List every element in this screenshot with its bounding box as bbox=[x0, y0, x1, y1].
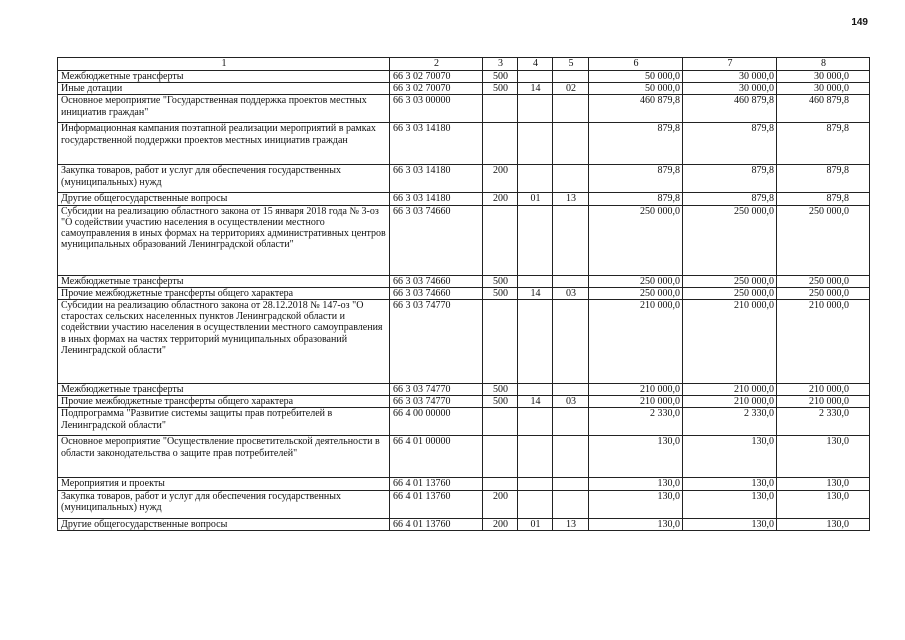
expense-type-cell bbox=[483, 408, 518, 436]
amount-col8-cell: 250 000,0 bbox=[777, 205, 870, 275]
subsection-cell bbox=[553, 436, 589, 478]
subsection-cell bbox=[553, 205, 589, 275]
table-row bbox=[58, 478, 870, 490]
target-code-cell: 66 3 03 74660 bbox=[390, 275, 483, 287]
target-code-cell: 66 3 03 74770 bbox=[390, 300, 483, 384]
header-row bbox=[58, 58, 870, 71]
amount-col6-cell: 210 000,0 bbox=[589, 384, 683, 396]
section-cell bbox=[518, 275, 553, 287]
subsection-cell bbox=[553, 275, 589, 287]
amount-col6-cell: 460 879,8 bbox=[589, 95, 683, 123]
row-name-cell: Мероприятия и проекты bbox=[58, 478, 390, 490]
target-code-cell: 66 4 01 13760 bbox=[390, 518, 483, 530]
section-cell bbox=[518, 123, 553, 165]
header-cell: 2 bbox=[390, 58, 483, 71]
target-code-cell: 66 3 02 70070 bbox=[390, 83, 483, 95]
target-code-cell: 66 4 00 00000 bbox=[390, 408, 483, 436]
expense-type-cell bbox=[483, 478, 518, 490]
section-cell: 01 bbox=[518, 193, 553, 205]
target-code-cell: 66 3 03 14180 bbox=[390, 193, 483, 205]
expense-type-cell: 200 bbox=[483, 193, 518, 205]
target-code-cell: 66 3 03 74660 bbox=[390, 287, 483, 299]
amount-col7-cell: 879,8 bbox=[683, 165, 777, 193]
row-name-cell: Иные дотации bbox=[58, 83, 390, 95]
amount-col6-cell: 250 000,0 bbox=[589, 287, 683, 299]
amount-col7-cell: 879,8 bbox=[683, 193, 777, 205]
table-row bbox=[58, 205, 870, 275]
section-cell: 14 bbox=[518, 396, 553, 408]
table-row bbox=[58, 408, 870, 436]
target-code-cell: 66 4 01 13760 bbox=[390, 490, 483, 518]
amount-col8-cell: 2 330,0 bbox=[777, 408, 870, 436]
expense-type-cell: 500 bbox=[483, 71, 518, 83]
expense-type-cell: 500 bbox=[483, 275, 518, 287]
section-cell bbox=[518, 436, 553, 478]
row-name-cell: Информационная кампания поэтапной реализации мероприятий в рамках государственной поддержки проектов местных инициатив граждан bbox=[58, 123, 390, 165]
table-row bbox=[58, 165, 870, 193]
amount-col8-cell: 879,8 bbox=[777, 123, 870, 165]
header-cell: 3 bbox=[483, 58, 518, 71]
row-name-cell: Закупка товаров, работ и услуг для обеспечения государственных (муниципальных) нужд bbox=[58, 490, 390, 518]
subsection-cell: 13 bbox=[553, 193, 589, 205]
subsection-cell: 03 bbox=[553, 396, 589, 408]
target-code-cell: 66 3 03 00000 bbox=[390, 95, 483, 123]
amount-col8-cell: 210 000,0 bbox=[777, 300, 870, 384]
table-row bbox=[58, 95, 870, 123]
target-code-cell: 66 4 01 00000 bbox=[390, 436, 483, 478]
expense-type-cell: 200 bbox=[483, 518, 518, 530]
amount-col7-cell: 130,0 bbox=[683, 478, 777, 490]
amount-col8-cell: 879,8 bbox=[777, 165, 870, 193]
header-cell: 7 bbox=[683, 58, 777, 71]
section-cell bbox=[518, 205, 553, 275]
expense-type-cell bbox=[483, 123, 518, 165]
table-row bbox=[58, 396, 870, 408]
row-name-cell: Межбюджетные трансферты bbox=[58, 275, 390, 287]
amount-col8-cell: 210 000,0 bbox=[777, 396, 870, 408]
subsection-cell bbox=[553, 300, 589, 384]
row-name-cell: Другие общегосударственные вопросы bbox=[58, 518, 390, 530]
expense-type-cell: 500 bbox=[483, 83, 518, 95]
amount-col8-cell: 130,0 bbox=[777, 518, 870, 530]
expense-type-cell: 500 bbox=[483, 396, 518, 408]
amount-col7-cell: 210 000,0 bbox=[683, 384, 777, 396]
row-name-cell: Основное мероприятие "Осуществление просветительской деятельности в области законодательства о защите прав потребителей" bbox=[58, 436, 390, 478]
section-cell bbox=[518, 384, 553, 396]
page-number: 149 bbox=[851, 17, 868, 28]
amount-col6-cell: 50 000,0 bbox=[589, 83, 683, 95]
target-code-cell: 66 3 03 14180 bbox=[390, 123, 483, 165]
table-row bbox=[58, 71, 870, 83]
section-cell bbox=[518, 490, 553, 518]
subsection-cell: 02 bbox=[553, 83, 589, 95]
amount-col8-cell: 130,0 bbox=[777, 490, 870, 518]
table-row bbox=[58, 384, 870, 396]
amount-col6-cell: 130,0 bbox=[589, 436, 683, 478]
section-cell bbox=[518, 478, 553, 490]
section-cell bbox=[518, 300, 553, 384]
row-name-cell: Подпрограмма "Развитие системы защиты прав потребителей в Ленинградской области" bbox=[58, 408, 390, 436]
section-cell bbox=[518, 71, 553, 83]
amount-col7-cell: 130,0 bbox=[683, 436, 777, 478]
row-name-cell: Межбюджетные трансферты bbox=[58, 384, 390, 396]
amount-col7-cell: 250 000,0 bbox=[683, 205, 777, 275]
target-code-cell: 66 3 03 74770 bbox=[390, 396, 483, 408]
expense-type-cell: 200 bbox=[483, 165, 518, 193]
target-code-cell: 66 3 03 74770 bbox=[390, 384, 483, 396]
section-cell bbox=[518, 165, 553, 193]
amount-col7-cell: 30 000,0 bbox=[683, 71, 777, 83]
row-name-cell: Другие общегосударственные вопросы bbox=[58, 193, 390, 205]
table-row bbox=[58, 518, 870, 530]
amount-col8-cell: 250 000,0 bbox=[777, 287, 870, 299]
row-name-cell: Субсидии на реализацию областного закона от 28.12.2018 № 147-оз "О старостах сельских населенных пунктов Ленинградской области и содействии участию населения в осуществлении местного самоуправления в иных формах на частях территорий муниципальных образований Ленинградской области" bbox=[58, 300, 390, 384]
subsection-cell bbox=[553, 490, 589, 518]
amount-col6-cell: 50 000,0 bbox=[589, 71, 683, 83]
table-body bbox=[58, 71, 870, 531]
section-cell bbox=[518, 408, 553, 436]
amount-col6-cell: 2 330,0 bbox=[589, 408, 683, 436]
amount-col6-cell: 879,8 bbox=[589, 123, 683, 165]
row-name-cell: Основное мероприятие "Государственная поддержка проектов местных инициатив граждан" bbox=[58, 95, 390, 123]
table-row bbox=[58, 193, 870, 205]
amount-col7-cell: 30 000,0 bbox=[683, 83, 777, 95]
subsection-cell bbox=[553, 71, 589, 83]
amount-col7-cell: 2 330,0 bbox=[683, 408, 777, 436]
subsection-cell bbox=[553, 384, 589, 396]
target-code-cell: 66 3 03 74660 bbox=[390, 205, 483, 275]
table-row bbox=[58, 275, 870, 287]
section-cell: 14 bbox=[518, 287, 553, 299]
table-row bbox=[58, 490, 870, 518]
row-name-cell: Межбюджетные трансферты bbox=[58, 71, 390, 83]
row-name-cell: Субсидии на реализацию областного закона от 15 января 2018 года № 3-оз "О содействии участию населения в осуществлении местного самоуправления в иных формах на территориях административных центров муниципальных образований Ленинградской области" bbox=[58, 205, 390, 275]
header-cell: 6 bbox=[589, 58, 683, 71]
amount-col6-cell: 879,8 bbox=[589, 165, 683, 193]
amount-col7-cell: 130,0 bbox=[683, 518, 777, 530]
section-cell bbox=[518, 95, 553, 123]
amount-col6-cell: 130,0 bbox=[589, 478, 683, 490]
amount-col8-cell: 879,8 bbox=[777, 193, 870, 205]
amount-col8-cell: 130,0 bbox=[777, 436, 870, 478]
budget-table bbox=[57, 57, 870, 531]
row-name-cell: Прочие межбюджетные трансферты общего характера bbox=[58, 287, 390, 299]
amount-col8-cell: 210 000,0 bbox=[777, 384, 870, 396]
amount-col7-cell: 250 000,0 bbox=[683, 275, 777, 287]
subsection-cell bbox=[553, 165, 589, 193]
amount-col8-cell: 30 000,0 bbox=[777, 83, 870, 95]
amount-col7-cell: 460 879,8 bbox=[683, 95, 777, 123]
table-row bbox=[58, 436, 870, 478]
subsection-cell: 13 bbox=[553, 518, 589, 530]
expense-type-cell: 200 bbox=[483, 490, 518, 518]
amount-col6-cell: 250 000,0 bbox=[589, 275, 683, 287]
row-name-cell: Прочие межбюджетные трансферты общего характера bbox=[58, 396, 390, 408]
header-cell: 4 bbox=[518, 58, 553, 71]
expense-type-cell bbox=[483, 436, 518, 478]
amount-col8-cell: 250 000,0 bbox=[777, 275, 870, 287]
table-row bbox=[58, 83, 870, 95]
header-cell: 8 bbox=[777, 58, 870, 71]
target-code-cell: 66 4 01 13760 bbox=[390, 478, 483, 490]
section-cell: 14 bbox=[518, 83, 553, 95]
subsection-cell bbox=[553, 95, 589, 123]
amount-col7-cell: 879,8 bbox=[683, 123, 777, 165]
amount-col7-cell: 130,0 bbox=[683, 490, 777, 518]
table-row bbox=[58, 123, 870, 165]
amount-col6-cell: 250 000,0 bbox=[589, 205, 683, 275]
section-cell: 01 bbox=[518, 518, 553, 530]
target-code-cell: 66 3 03 14180 bbox=[390, 165, 483, 193]
row-name-cell: Закупка товаров, работ и услуг для обеспечения государственных (муниципальных) нужд bbox=[58, 165, 390, 193]
expense-type-cell: 500 bbox=[483, 384, 518, 396]
expense-type-cell: 500 bbox=[483, 287, 518, 299]
subsection-cell bbox=[553, 123, 589, 165]
amount-col8-cell: 130,0 bbox=[777, 478, 870, 490]
target-code-cell: 66 3 02 70070 bbox=[390, 71, 483, 83]
amount-col8-cell: 460 879,8 bbox=[777, 95, 870, 123]
amount-col6-cell: 879,8 bbox=[589, 193, 683, 205]
table-row bbox=[58, 287, 870, 299]
amount-col8-cell: 30 000,0 bbox=[777, 71, 870, 83]
header-cell: 1 bbox=[58, 58, 390, 71]
subsection-cell bbox=[553, 408, 589, 436]
subsection-cell: 03 bbox=[553, 287, 589, 299]
subsection-cell bbox=[553, 478, 589, 490]
amount-col6-cell: 130,0 bbox=[589, 490, 683, 518]
table-row bbox=[58, 300, 870, 384]
expense-type-cell bbox=[483, 205, 518, 275]
amount-col7-cell: 210 000,0 bbox=[683, 396, 777, 408]
amount-col6-cell: 210 000,0 bbox=[589, 396, 683, 408]
amount-col7-cell: 210 000,0 bbox=[683, 300, 777, 384]
expense-type-cell bbox=[483, 95, 518, 123]
expense-type-cell bbox=[483, 300, 518, 384]
header-cell: 5 bbox=[553, 58, 589, 71]
amount-col7-cell: 250 000,0 bbox=[683, 287, 777, 299]
amount-col6-cell: 210 000,0 bbox=[589, 300, 683, 384]
amount-col6-cell: 130,0 bbox=[589, 518, 683, 530]
